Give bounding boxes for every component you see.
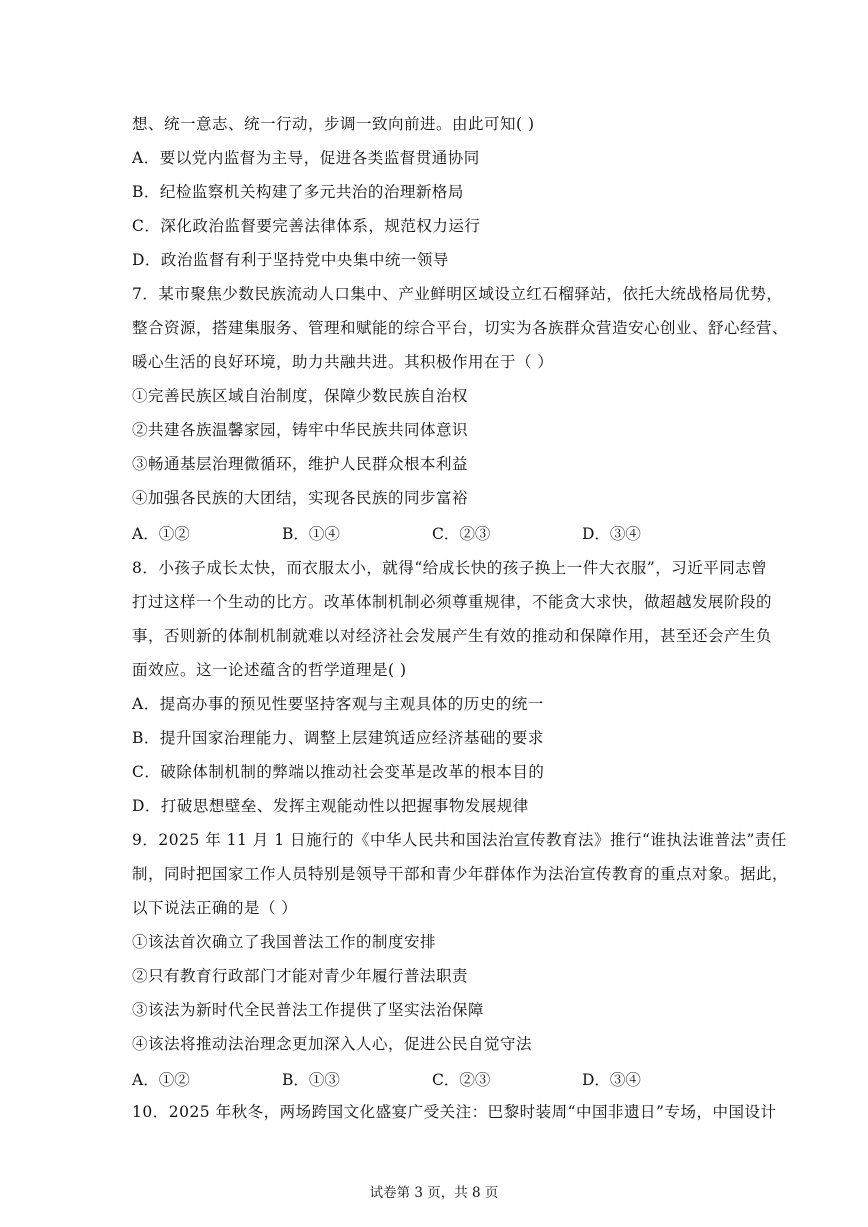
q7-option-a: A．①② (132, 525, 190, 543)
q9-option-c: C．②③ (432, 1071, 491, 1089)
q8-stem: 打过这样一个生动的比方。改革体制机制必须尊重规律，不能贪大求快，做超越发展阶段的 (132, 593, 773, 611)
q8-option-d: D．打破思想壁垒、发挥主观能动性以把握事物发展规律 (132, 797, 529, 815)
q7-statement-4: ④加强各民族的大团结，实现各民族的同步富裕 (132, 489, 469, 507)
q7-options (132, 522, 744, 542)
q6-option-d: D．政治监督有利于坚持党中央集中统一领导 (132, 251, 449, 269)
q9-stem: 以下说法正确的是（ ） (132, 899, 298, 917)
q8-stem: 8．小孩子成长太快，而衣服太小，就得“给成长快的孩子换上一件大衣服”，习近平同志曾 (132, 559, 768, 577)
q9-stem: 9．2025 年 11 月 1 日施行的《中华人民共和国法治宣传教育法》推行“谁执法谁普法”责任 (132, 831, 787, 849)
q7-stem: 7．某市聚焦少数民族流动人口集中、产业鲜明区域设立红石榴驿站，依托大统战格局优势， (132, 285, 783, 303)
q9-statement-2: ②只有教育行政部门才能对青少年履行普法职责 (132, 967, 469, 985)
q9-options (132, 1068, 744, 1088)
q7-statement-1: ①完善民族区域自治制度，保障少数民族自治权 (132, 387, 469, 405)
q7-option-d: D．③④ (582, 525, 641, 543)
q7-option-c: C．②③ (432, 525, 491, 543)
q9-statement-3: ③该法为新时代全民普法工作提供了坚实法治保障 (132, 1001, 485, 1019)
q6-option-a: A．要以党内监督为主导，促进各类监督贯通协同 (132, 149, 480, 167)
q7-stem: 暖心生活的良好环境，助力共融共进。其积极作用在于（ ） (132, 353, 554, 371)
q9-option-d: D．③④ (582, 1071, 641, 1089)
q9-option-a: A．①② (132, 1071, 190, 1089)
page-footer: 试卷第 3 页，共 8 页 (369, 1185, 499, 1201)
q8-stem: 事，否则新的体制机制就难以对经济社会发展产生有效的推动和保障作用，甚至还会产生负 (132, 627, 773, 645)
text-line: 想、统一意志、统一行动，步调一致向前进。由此可知( ) (132, 115, 535, 133)
q7-statement-2: ②共建各族温馨家园，铸牢中华民族共同体意识 (132, 421, 469, 439)
q9-option-b: B．①③ (282, 1071, 340, 1089)
q9-statement-1: ①该法首次确立了我国普法工作的制度安排 (132, 933, 437, 951)
q7-stem: 整合资源，搭建集服务、管理和赋能的综合平台，切实为各族群众营造安心创业、舒心经营、 (132, 319, 789, 337)
q6-option-b: B．纪检监察机关构建了多元共治的治理新格局 (132, 183, 464, 201)
q7-statement-3: ③畅通基层治理微循环，维护人民群众根本利益 (132, 455, 469, 473)
q8-option-a: A．提高办事的预见性要坚持客观与主观具体的历史的统一 (132, 695, 544, 713)
q8-option-c: C．破除体制机制的弊端以推动社会变革是改革的根本目的 (132, 763, 545, 781)
q8-option-b: B．提升国家治理能力、调整上层建筑适应经济基础的要求 (132, 729, 544, 747)
q9-stem: 制，同时把国家工作人员特别是领导干部和青少年群体作为法治宣传教育的重点对象。据此， (132, 865, 789, 883)
q7-option-b: B．①④ (282, 525, 340, 543)
q10-stem: 10．2025 年秋冬，两场跨国文化盛宴广受关注：巴黎时装周“中国非遗日”专场，中国设计 (132, 1103, 777, 1121)
q8-stem: 面效应。这一论述蕴含的哲学道理是( ) (132, 661, 407, 679)
q9-statement-4: ④该法将推动法治理念更加深入人心，促进公民自觉守法 (132, 1035, 533, 1053)
q6-option-c: C．深化政治监督要完善法律体系，规范权力运行 (132, 217, 481, 235)
